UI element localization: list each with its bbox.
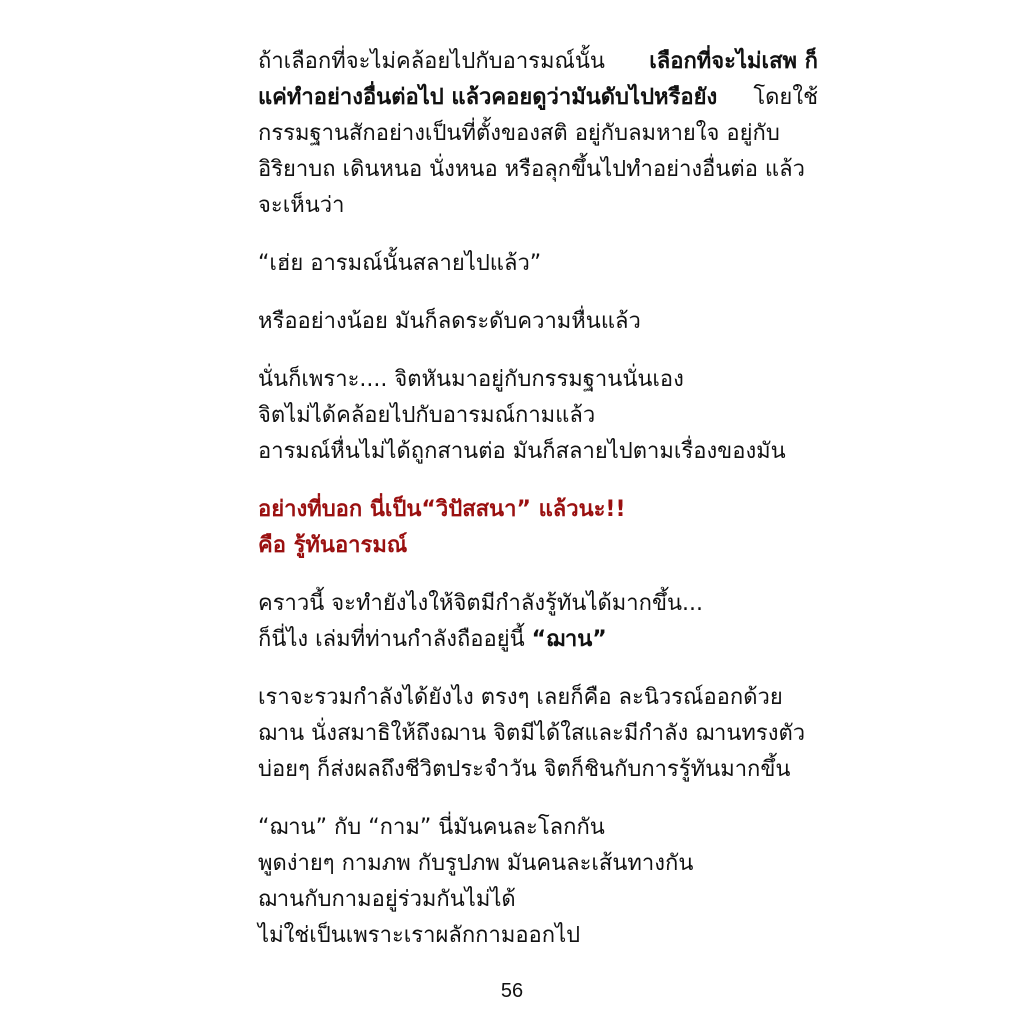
paragraph-7: [258, 680, 818, 788]
paragraph-3: [258, 304, 818, 340]
text-line: หรืออย่างน้อย มันก็ลดระดับความหื่นแล้ว: [258, 309, 641, 334]
text-line: คราวนี้ จะทำยังไงให้จิตมีกำลังรู้ทันได้มากขึ้น...: [258, 591, 704, 616]
paragraph-1-line-1: [258, 44, 818, 80]
text-span: โดยใช้: [753, 85, 818, 110]
page-body: [258, 44, 818, 976]
bold-text: “ฌาน”: [531, 627, 607, 652]
paragraph-1: [258, 44, 818, 224]
text-line: จิตไม่ได้คล้อยไปกับอารมณ์กามแล้ว: [258, 403, 596, 428]
text-line: อารมณ์หื่นไม่ได้ถูกสานต่อ มันก็สลายไปตามเรื่องของมัน: [258, 439, 786, 464]
paragraph-2: [258, 246, 818, 282]
text-line: บ่อยๆ ก็ส่งผลถึงชีวิตประจำวัน จิตก็ชินกับการรู้ทันมากขึ้น: [258, 757, 791, 782]
paragraph-4: [258, 362, 818, 470]
paragraph-1-line-3: กรรมฐานสักอย่างเป็นที่ตั้งของสติ อยู่กับลมหายใจ อยู่กับ: [258, 121, 780, 146]
text-line: ไม่ใช่เป็นเพราะเราผลักกามออกไป: [258, 923, 581, 948]
text-line: ฌานกับกามอยู่ร่วมกันไม่ได้: [258, 887, 516, 912]
bold-text: แค่ทำอย่างอื่นต่อไป แล้วคอยดูว่ามันดับไปหรือยัง: [258, 85, 718, 110]
text-span: ถ้าเลือกที่จะไม่คล้อยไปกับอารมณ์นั้น: [258, 49, 605, 74]
paragraph-1-line-4: อิริยาบถ เดินหนอ นั่งหนอ หรือลุกขึ้นไปทำอย่างอื่นต่อ แล้ว: [258, 157, 805, 182]
highlight-heading: [258, 492, 818, 564]
bold-text: เลือกที่จะไม่เสพ ก็: [649, 49, 818, 74]
paragraph-1-line-2: [258, 80, 818, 116]
page-number: 56: [500, 980, 524, 1002]
paragraph-8: [258, 810, 818, 954]
text-line: ฌาน นั่งสมาธิให้ถึงฌาน จิตมีได้ใสและมีกำลัง ฌานทรงตัว: [258, 721, 806, 746]
paragraph-6: [258, 586, 818, 658]
paragraph-1-line-5: จะเห็นว่า: [258, 193, 345, 218]
text-line: “ฌาน” กับ “กาม” นี่มันคนละโลกกัน: [258, 815, 605, 840]
text-line: [258, 622, 818, 658]
text-line: นั่นก็เพราะ.... จิตหันมาอยู่กับกรรมฐานนั่นเอง: [258, 367, 684, 392]
heading-line: อย่างที่บอก นี่เป็น“วิปัสสนา” แล้วนะ!!: [258, 497, 626, 522]
quote-line: “เฮ่ย อารมณ์นั้นสลายไปแล้ว”: [258, 251, 542, 276]
text-line: พูดง่ายๆ กามภพ กับรูปภพ มันคนละเส้นทางกัน: [258, 851, 694, 876]
text-line: เราจะรวมกำลังได้ยังไง ตรงๆ เลยก็คือ ละนิวรณ์ออกด้วย: [258, 685, 783, 710]
heading-line: คือ รู้ทันอารมณ์: [258, 533, 408, 558]
text-span: ก็นี่ไง เล่มที่ท่านกำลังถืออยู่นี้: [258, 627, 532, 652]
